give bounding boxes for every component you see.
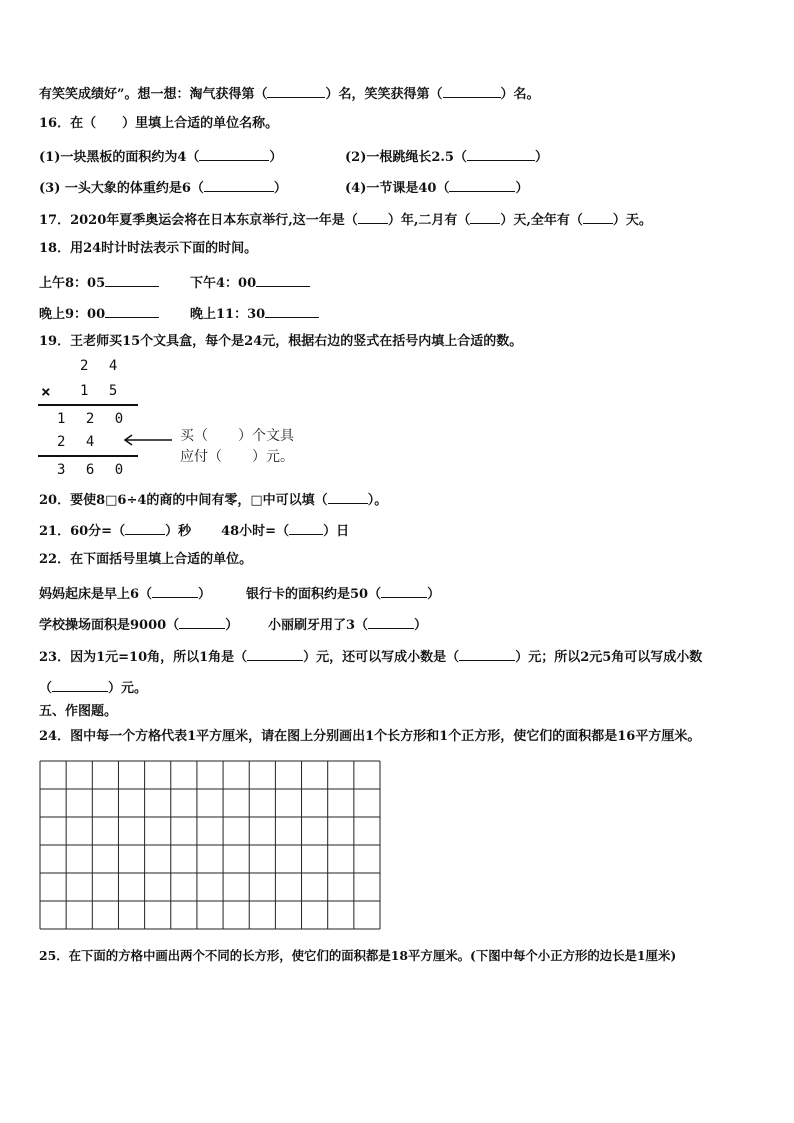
q18-title: 18．用24时计时法表示下面的时间。 bbox=[39, 241, 258, 256]
q22-item-1: 妈妈起床是早上6（ ） bbox=[39, 584, 211, 603]
q18-item-1: 上午8：05 bbox=[39, 273, 159, 292]
q25-title: 25．在下面的方格中画出两个不同的长方形，使它们的面积都是18平方厘米。(下图中每个小正方形的边长是1厘米) bbox=[39, 948, 677, 963]
q15-line: 有笑笑成绩好”。想一想：淘气获得第（ ）名，笑笑获得第（ ）名。 bbox=[39, 84, 540, 103]
rule-1 bbox=[38, 404, 138, 406]
answer-blank[interactable] bbox=[459, 647, 515, 661]
rule-2 bbox=[38, 455, 138, 457]
answer-blank[interactable] bbox=[125, 521, 165, 535]
q19-note-1: 买（ ）个文具 bbox=[180, 428, 294, 444]
section-heading: 五、作图题。 bbox=[39, 704, 118, 719]
answer-blank[interactable] bbox=[467, 147, 535, 161]
q22-item-3: 学校操场面积是9000（ ） bbox=[39, 615, 238, 634]
answer-blank[interactable] bbox=[52, 678, 108, 692]
multiplicand: 2 4 bbox=[80, 358, 124, 374]
answer-blank[interactable] bbox=[105, 273, 159, 287]
answer-blank[interactable] bbox=[381, 584, 427, 598]
q16-item-4: (4)一节课是40（ ） bbox=[345, 178, 528, 197]
q16-item-2: (2)一根跳绳长2.5（ ） bbox=[345, 147, 548, 166]
answer-blank[interactable] bbox=[267, 84, 325, 98]
answer-blank[interactable] bbox=[358, 210, 388, 224]
answer-blank[interactable] bbox=[105, 304, 159, 318]
q23-line-2: （ ）元。 bbox=[39, 678, 147, 697]
answer-blank[interactable] bbox=[179, 615, 225, 629]
q20-line: 20．要使8□6÷4的商的中间有零，□中可以填（ ）。 bbox=[39, 490, 387, 509]
q16-item-3: (3) 一头大象的体重约是6（ ） bbox=[39, 178, 287, 197]
answer-blank[interactable] bbox=[470, 210, 500, 224]
square-grid[interactable] bbox=[39, 760, 381, 930]
q19-note-2: 应付（ ）元。 bbox=[180, 449, 294, 465]
answer-blank[interactable] bbox=[152, 584, 198, 598]
q16-item-1: (1)一块黑板的面积约为4（ ） bbox=[39, 147, 282, 166]
q18-item-3: 晚上9：00 bbox=[39, 304, 159, 323]
product: 3 6 0 bbox=[57, 462, 130, 478]
answer-blank[interactable] bbox=[443, 84, 501, 98]
answer-blank[interactable] bbox=[449, 178, 515, 192]
q23-line-1: 23．因为1元=10角，所以1角是（ ）元，还可以写成小数是（ ）元；所以2元5角可以写成小数 bbox=[39, 647, 702, 666]
answer-blank[interactable] bbox=[199, 147, 269, 161]
answer-blank[interactable] bbox=[247, 647, 303, 661]
partial-product-1: 1 2 0 bbox=[57, 411, 130, 427]
q18-item-2: 下午4：00 bbox=[190, 273, 310, 292]
q22-item-4: 小丽刷牙用了3（ ） bbox=[268, 615, 427, 634]
answer-blank[interactable] bbox=[265, 304, 319, 318]
q17-line: 17．2020年夏季奥运会将在日本东京举行,这一年是（ ）年,二月有（ ）天,全年有（ ）天。 bbox=[39, 210, 652, 229]
multiplier: 1 5 bbox=[80, 383, 124, 399]
left-arrow-icon bbox=[122, 434, 174, 446]
answer-blank[interactable] bbox=[368, 615, 414, 629]
q18-item-4: 晚上11：30 bbox=[190, 304, 319, 323]
partial-product-2: 2 4 bbox=[57, 434, 101, 450]
q22-item-2: 银行卡的面积约是50（ ） bbox=[246, 584, 440, 603]
q19-title: 19．王老师买15个文具盒，每个是24元，根据右边的竖式在括号内填上合适的数。 bbox=[39, 334, 523, 349]
q21-line: 21．60分=（ ）秒 48小时=（ ）日 bbox=[39, 521, 349, 540]
answer-blank[interactable] bbox=[256, 273, 310, 287]
answer-blank[interactable] bbox=[289, 521, 323, 535]
answer-blank[interactable] bbox=[328, 490, 368, 504]
answer-blank[interactable] bbox=[204, 178, 274, 192]
q24-title: 24．图中每一个方格代表1平方厘米，请在图上分别画出1个长方形和1个正方形，使它们的面积都是16平方厘米。 bbox=[39, 729, 701, 744]
q16-title: 16．在（ ）里填上合适的单位名称。 bbox=[39, 116, 279, 131]
answer-blank[interactable] bbox=[583, 210, 613, 224]
times-sign: × bbox=[41, 382, 57, 401]
q22-title: 22．在下面括号里填上合适的单位。 bbox=[39, 552, 253, 567]
